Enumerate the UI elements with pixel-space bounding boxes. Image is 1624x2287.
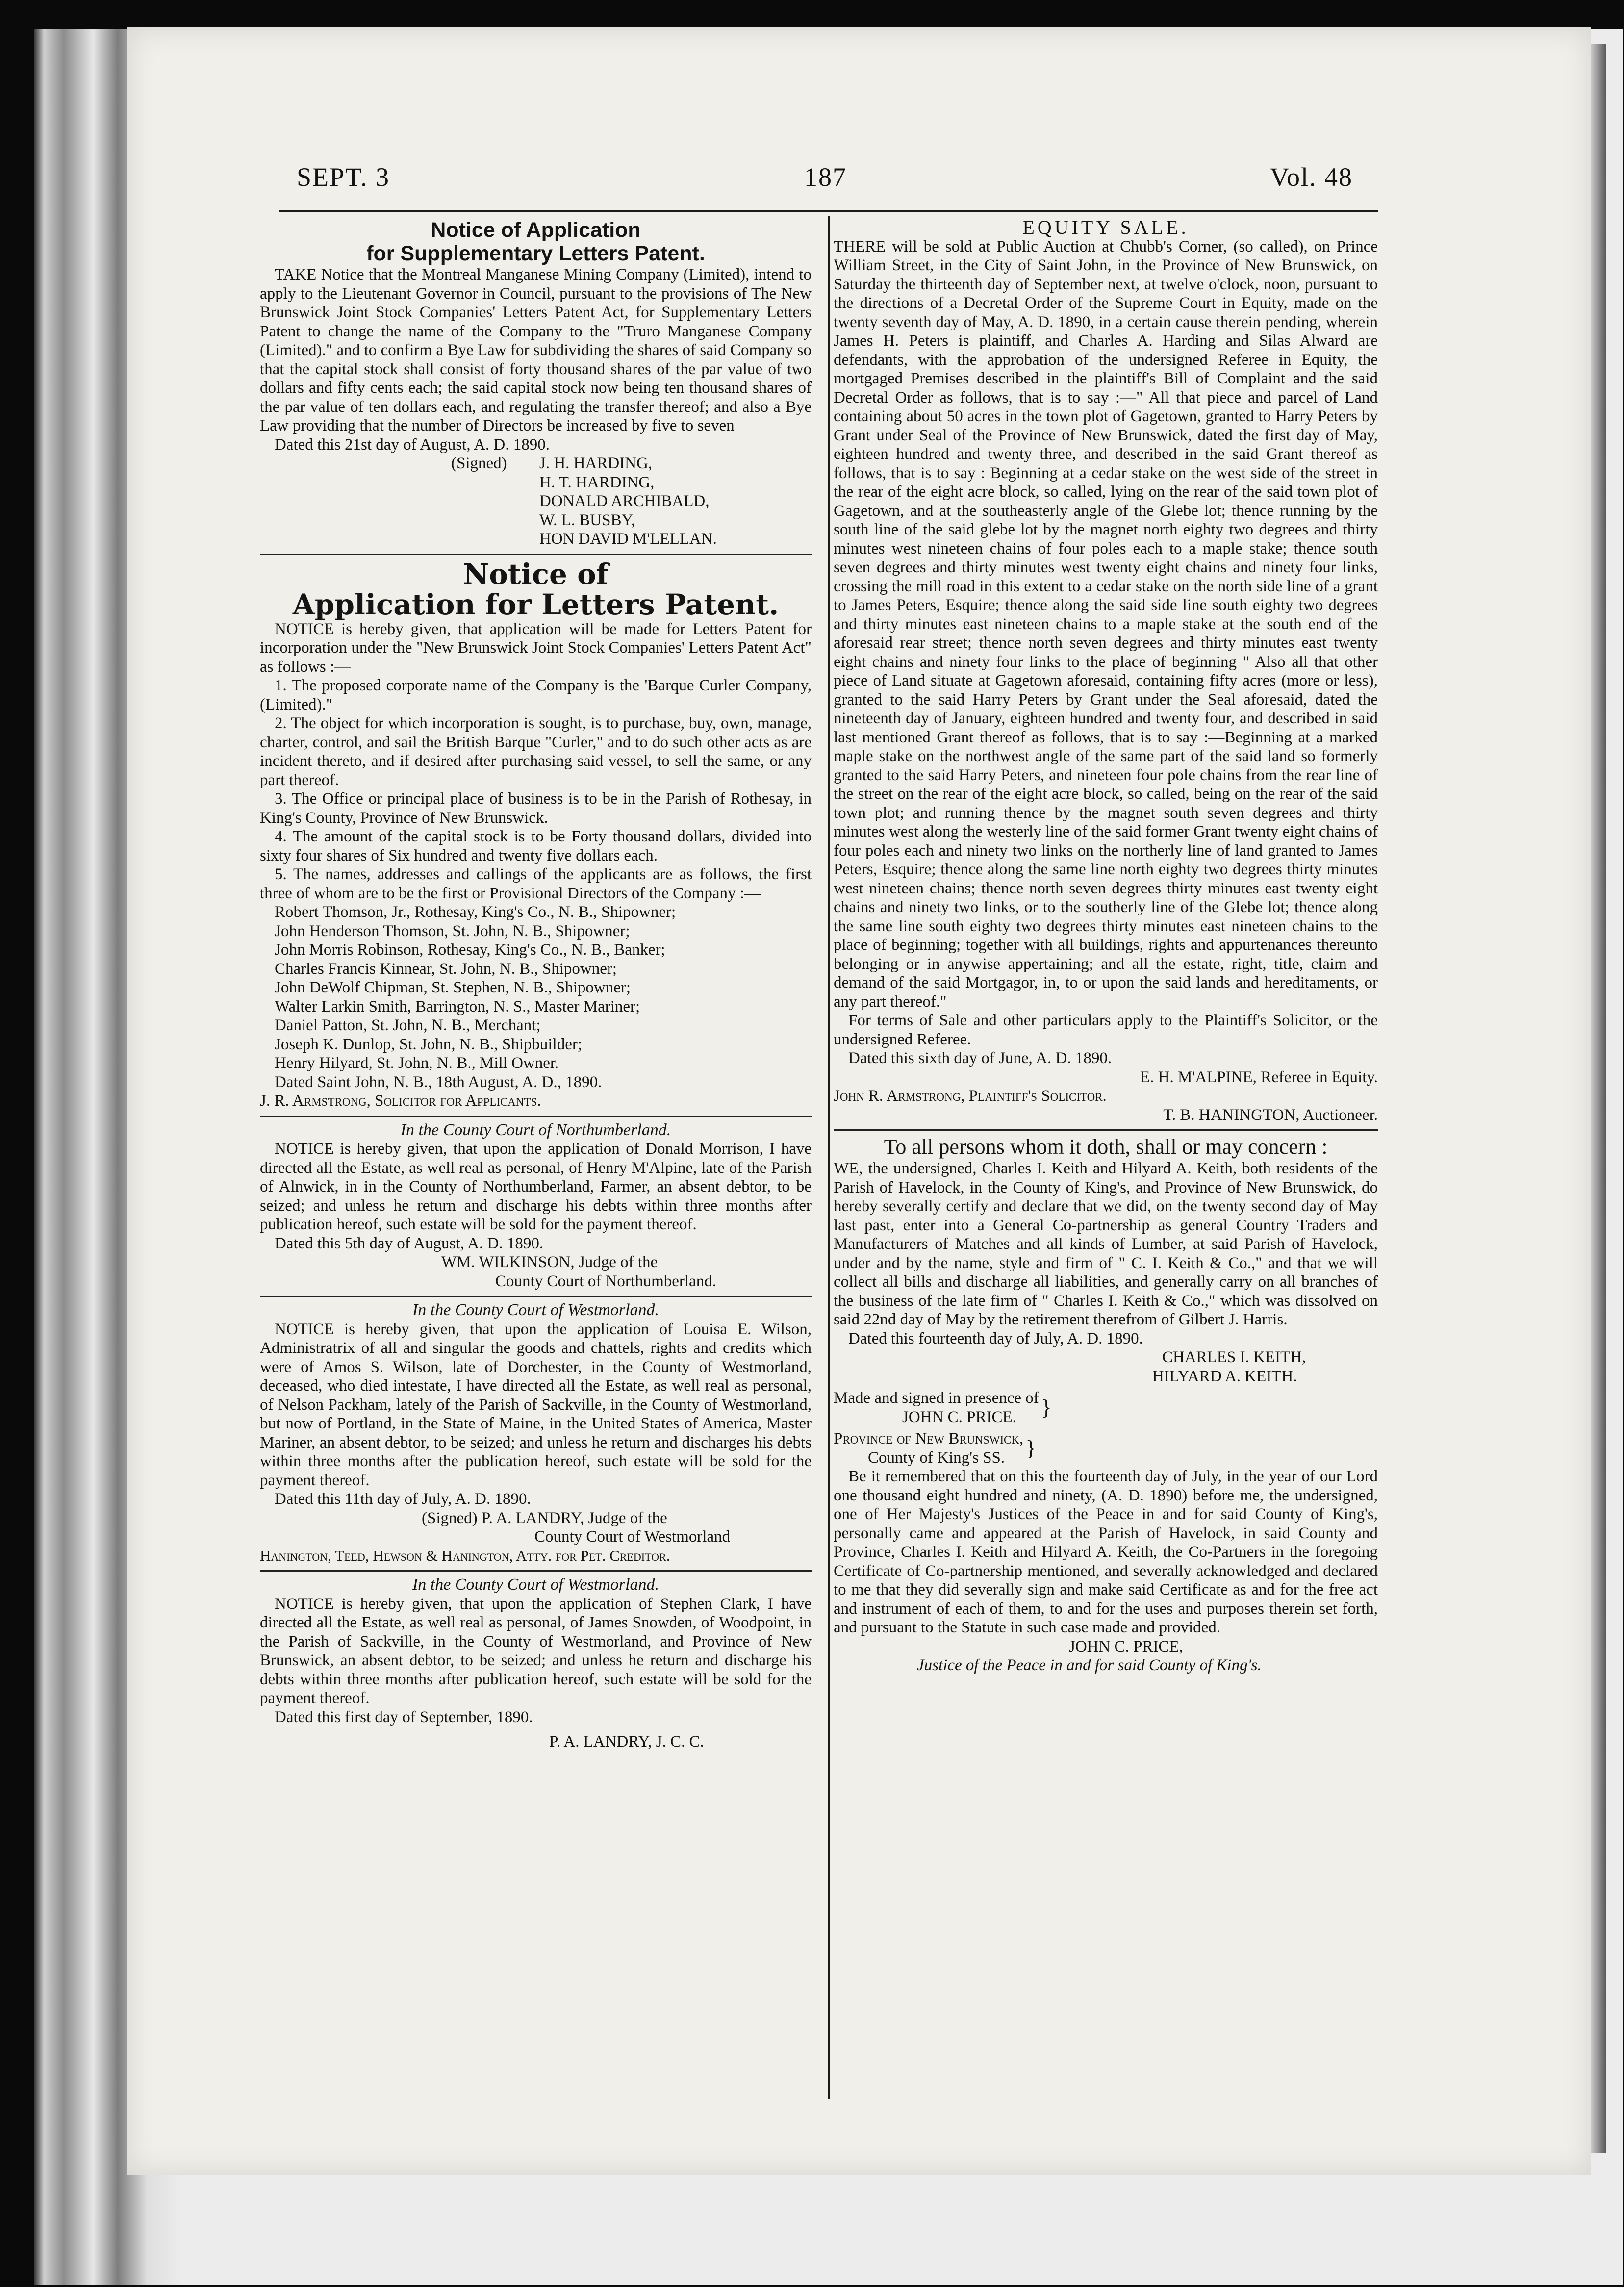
notice-date: Dated this first day of September, 1890.	[275, 1708, 533, 1726]
notice-date: Dated this 21st day of August, A. D. 1890.	[275, 435, 550, 454]
supplementary-letters-notice	[260, 218, 812, 549]
page-right-edge	[1591, 44, 1606, 2153]
signer-name: DONALD ARCHIBALD,	[539, 492, 710, 510]
solicitor-line: J. R. Armstrong, Solicitor for Applicants.	[260, 1092, 541, 1110]
presence-block	[834, 1389, 1378, 1426]
attorney-line: Hanington, Teed, Hewson & Hanington, Atty. for Pet. Creditor.	[260, 1547, 670, 1564]
justice-title: Justice of the Peace in and for said County of King's.	[917, 1656, 1262, 1674]
notice-body: NOTICE is hereby given, that upon the application of Louisa E. Wilson, Administratrix of all and singular the goods and chattels, rights and credits which were of Amos S. Wilson, late of Dorchester, in the County of Westmorland, deceased, who died intestate, I have directed all the Estate, as well real as personal, of Nelson Packham, lately of the Parish of Sackville, in the County of Westmorland, but now of Portland, in the State of Maine, in the United States of America, Master Mariner, an absent debtor, to be seized; and unless he return and discharges his debts within three months after the publication hereof, such estate will be sold for the payment thereof.	[260, 1320, 812, 1489]
province-block	[834, 1429, 1378, 1467]
notice-body: WE, the undersigned, Charles I. Keith and Hilyard A. Keith, both residents of the Parish of Havelock, in the County of King's, and Province of New Brunswick, do hereby severally certify and declare that we did, on the twenty second day of May last past, enter into a General Co-partnership as general Country Traders and Manufacturers of Matches and all kinds of Lumber, at said Parish of Havelock, under and by the name, style and firm of " C. I. Keith & Co.," and that we will collect all bills and discharge all liabilities, and generally carry on all branches of the business of the late firm of " Charles I. Keith & Co.," which was dissolved on said 22nd day of May by the retirement therefrom of Gilbert J. Harris.	[834, 1160, 1378, 1328]
section-rule	[260, 1116, 812, 1117]
section-rule	[260, 554, 812, 555]
equity-sale-notice	[834, 218, 1378, 1124]
applicant-entry: John Morris Robinson, Rothesay, King's Co., N. B., Banker;	[275, 941, 665, 959]
referee-line: E. H. M'ALPINE, Referee in Equity.	[1140, 1068, 1378, 1086]
notice-paragraph: For terms of Sale and other particulars apply to the Plaintiff's Solicitor, or the undersigned Referee.	[834, 1012, 1378, 1048]
solicitor-line: John R. Armstrong, Plaintiff's Solicitor.	[834, 1087, 1107, 1105]
notice-body: NOTICE is hereby given, that upon the application of Donald Morrison, I have directed all the Estate, as well real as personal, of Henry M'Alpine, late of the Parish of Alnwick, in in the County of Northumberland, Farmer, an absent debtor, to be seized; and unless he return and discharge his debts within three months after publication hereof, such estate will be sold for the payment thereof.	[260, 1140, 812, 1233]
westmorland-notice-2	[260, 1575, 812, 1752]
applicant-entry: John Henderson Thomson, St. John, N. B., Shipowner;	[275, 922, 630, 940]
notice-paragraph: Be it remembered that on this the fourteenth day of July, in the year of our Lord one thousand eight hundred and ninety, (A. D. 1890) before me, the undersigned, one of Her Majesty's Justices of the Peace in and for said County of King's, personally came and appeared at the Parish of Havelock, in said County and Province, Charles I. Keith and Hilyard A. Keith, the Co-Partners in the foregoing Certificate of Co-partnership mentioned, and severally acknowledged and declared to me that they did severally sign and make said Certificate as and for the free act and instrument of each of them, to and for the uses and purposes therein set forth, and pursuant to the Statute in such case made and provided.	[834, 1468, 1378, 1636]
section-rule	[834, 1129, 1378, 1131]
notice-date: Dated Saint John, N. B., 18th August, A. D., 1890.	[275, 1073, 602, 1091]
westmorland-notice-1	[260, 1301, 812, 1565]
signer-name: H. T. HARDING,	[539, 473, 655, 491]
notice-title: Application for Letters Patent.	[292, 587, 779, 621]
notice-body: THERE will be sold at Public Auction at Chubb's Corner, (so called), on Prince William Street, in the City of Saint John, in the Province of New Brunswick, on Saturday the thirteenth day of September next, at twelve o'clock, noon, pursuant to the directions of a Decretal Order of the Supreme Court in Equity, made on the twenty seventh day of May, A. D. 1890, in a certain cause therein pending, wherein James H. Peters is plaintiff, and Charles A. Harding and Silas Alward are defendants, with the approbation of the undersigned Referee in Equity, the mortgaged Premises described in the plaintiff's Bill of Complaint and the said Decretal Order as follows, that is to say :—" All that piece and parcel of Land containing about 50 acres in the town plot of Gagetown, granted to Harry Peters by Grant under Seal of the Province of New Brunswick, dated the first day of May, eighteen hundred and twenty three, and described in the said Grant thereof as follows, that is to say : Beginning at a cedar stake on the west side of the street in the rear of the eight acre block, so called, lying on the rear of the said town plot of Gagetown, and at the southeasterly angle of the Glebe lot; thence running by the south line of the said glebe lot by the magnet north eighty two degrees and thirty minutes west nineteen chains of four poles each to a maple stake; thence south seven degrees and thirty minutes west twenty eight chains and ninety four links, crossing the mill road in this extent to a cedar stake on the north side line of a grant to James Peters, Esquire; thence along the said side line south eighty two degrees and thirty minutes east nineteen chains to a maple stake at the south end of the aforesaid rear street; thence north seven degrees and thirty minutes east twenty eight chains and ninety four links to the place of beginning " Also all that other piece of Land situate at Gagetown aforesaid, containing fifty acres (more or less), granted to the said Harry Peters by Grant under the Seal aforesaid, dated the nineteenth day of January, eighteen hundred and twenty four, and described in said last mentioned Grant thereof as follows, that is to say :—Beginning at a marked maple stake on the northwest angle of the same part of the said land so formerly granted to the said Harry Peters, and nineteen four pole chains from the rear line of the street on the rear of the eight acre block, so called, being on the rear of the said town plot; and running thence by the magnet south seven degrees and thirty minutes west along the westerly line of the said former Grant twenty eight chains of four poles each and ninety two links on the northerly line of land granted to James Peters, Esquire; thence along the same line north eighty two degrees thirty minutes west nineteen chains; thence north seven degrees thirty minutes east twenty eight chains and ninety two links, or to the southerly line of the Glebe lot; thence along the same line south eighty two degrees thirty minutes east nineteen chains to the place of beginning; together with all buildings, rights and appurtenances thereunto belonging or in anywise appertaining; and all the estate, right, title, claim and demand of the said Mortgagor, in, to or upon the said lands and hereditaments, or any part thereof."	[834, 237, 1378, 1011]
brace-icon: }	[1041, 1395, 1052, 1420]
notice-paragraph: 1. The proposed corporate name of the Company is the 'Barque Curler Company, (Limited)."	[260, 677, 812, 713]
applicant-entry: Daniel Patton, St. John, N. B., Merchant;	[275, 1016, 541, 1034]
notice-title: Notice of	[463, 557, 609, 591]
left-column	[260, 218, 812, 1752]
auctioneer-line: T. B. HANINGTON, Auctioneer.	[1163, 1106, 1378, 1124]
applicant-entry: Joseph K. Dunlop, St. John, N. B., Shipbuilder;	[275, 1035, 583, 1053]
notice-paragraph: 3. The Office or principal place of business is to be in the Parish of Rothesay, in King's County, Province of New Brunswick.	[260, 790, 812, 827]
notice-date: Dated this fourteenth day of July, A. D. 1890.	[848, 1329, 1143, 1347]
copartnership-notice	[834, 1135, 1378, 1675]
court-heading: In the County Court of Westmorland.	[412, 1575, 660, 1594]
notice-paragraph: 2. The object for which incorporation is sought, is to purchase, buy, own, manage, charter, control, and sail the British Barque "Curler," and to do such other acts as are incident thereto, and if desired after purchasing said vessel, to sell the same, or any part thereof.	[260, 714, 812, 789]
letters-patent-notice	[260, 559, 812, 1111]
judge-line: P. A. LANDRY, J. C. C.	[549, 1733, 704, 1751]
presence-label: Made and signed in presence of	[834, 1389, 1039, 1407]
notice-title: Notice of Application	[431, 218, 641, 242]
judge-line: WM. WILKINSON, Judge of the	[441, 1253, 658, 1271]
right-column	[834, 218, 1378, 1675]
signed-label: (Signed)	[451, 455, 507, 472]
northumberland-notice	[260, 1121, 812, 1291]
column-divider	[828, 216, 830, 2099]
notice-title: To all persons whom it doth, shall or may concern :	[884, 1135, 1328, 1159]
signer-name: HON DAVID M'LELLAN.	[539, 530, 717, 548]
judge-line: County Court of Westmorland	[534, 1528, 731, 1546]
brace-icon: }	[1025, 1436, 1036, 1460]
partner-signature: CHARLES I. KEITH,	[1162, 1348, 1306, 1366]
applicant-entry: John DeWolf Chipman, St. Stephen, N. B., Shipowner;	[275, 979, 631, 996]
notice-date: Dated this 11th day of July, A. D. 1890.	[275, 1490, 531, 1508]
county-label: County of King's SS.	[868, 1448, 1005, 1467]
section-rule	[260, 1296, 812, 1297]
notice-title: for Supplementary Letters Patent.	[366, 242, 705, 265]
notice-date: Dated this 5th day of August, A. D. 1890.	[275, 1234, 544, 1252]
applicant-entry: Walter Larkin Smith, Barrington, N. S., Master Mariner;	[275, 997, 640, 1016]
header-date: SEPT. 3	[297, 162, 390, 192]
judge-line: County Court of Northumberland.	[495, 1272, 716, 1290]
justice-name: JOHN C. PRICE,	[1069, 1637, 1183, 1655]
notice-paragraph: 4. The amount of the capital stock is to be Forty thousand dollars, divided into sixty four shares of Six hundred and twenty five dollars each.	[260, 828, 812, 864]
applicant-entry: Henry Hilyard, St. John, N. B., Mill Owner.	[275, 1054, 559, 1072]
notice-title: EQUITY SALE.	[1022, 216, 1189, 238]
notice-paragraph: 5. The names, addresses and callings of the applicants are as follows, the first three of whom are to be the first or Provisional Directors of the Company :—	[260, 865, 812, 902]
notice-date: Dated this sixth day of June, A. D. 1890.	[848, 1049, 1112, 1067]
witness-name: JOHN C. PRICE.	[902, 1408, 1016, 1426]
province-label: Province of New Brunswick,	[834, 1430, 1024, 1448]
court-heading: In the County Court of Northumberland.	[400, 1120, 671, 1139]
header-volume: Vol. 48	[1270, 162, 1353, 192]
notice-body: TAKE Notice that the Montreal Manganese Mining Company (Limited), intend to apply to the Lieutenant Governor in Council, pursuant to the provisions of The New Brunswick Joint Stock Companies' Letters Patent Act, for Supplementary Letters Patent to change the name of the Company to the "Truro Manganese Company (Limited)." and to confirm a Bye Law for subdividing the shares of said Company so that the capital stock shall consist of forty thousand shares of the par value of two dollars and fifty cents each; the said capital stock now being ten thousand shares of the par value of ten dollars each, and regulating the transfer thereof; and also a Bye Law providing that the number of Directors be increased by five to seven	[260, 266, 812, 434]
section-rule	[260, 1570, 812, 1572]
header-rule	[279, 210, 1378, 212]
signer-name: W. L. BUSBY,	[539, 511, 635, 529]
applicant-entry: Robert Thomson, Jr., Rothesay, King's Co., N. B., Shipowner;	[275, 903, 676, 921]
applicant-entry: Charles Francis Kinnear, St. John, N. B., Shipowner;	[275, 960, 617, 978]
notice-body: NOTICE is hereby given, that upon the application of Stephen Clark, I have directed all the Estate, as well real as personal, of James Snowden, of Woodpoint, in the Parish of Sackville, in the County of Westmorland, and Province of New Brunswick, an absent debtor, to be seized; and unless he return and discharge his debts within three months after publication hereof, such estate will be sold for the payment thereof.	[260, 1595, 812, 1707]
notice-body: NOTICE is hereby given, that application will be made for Letters Patent for incorporation under the "New Brunswick Joint Stock Companies' Letters Patent Act" as follows :—	[260, 620, 812, 676]
court-heading: In the County Court of Westmorland.	[412, 1301, 660, 1319]
judge-line: (Signed) P. A. LANDRY, Judge of the	[422, 1509, 667, 1527]
signer-name: J. H. HARDING,	[539, 455, 653, 472]
partner-signature: HILYARD A. KEITH.	[1152, 1367, 1297, 1385]
header-page-number: 187	[804, 162, 847, 192]
